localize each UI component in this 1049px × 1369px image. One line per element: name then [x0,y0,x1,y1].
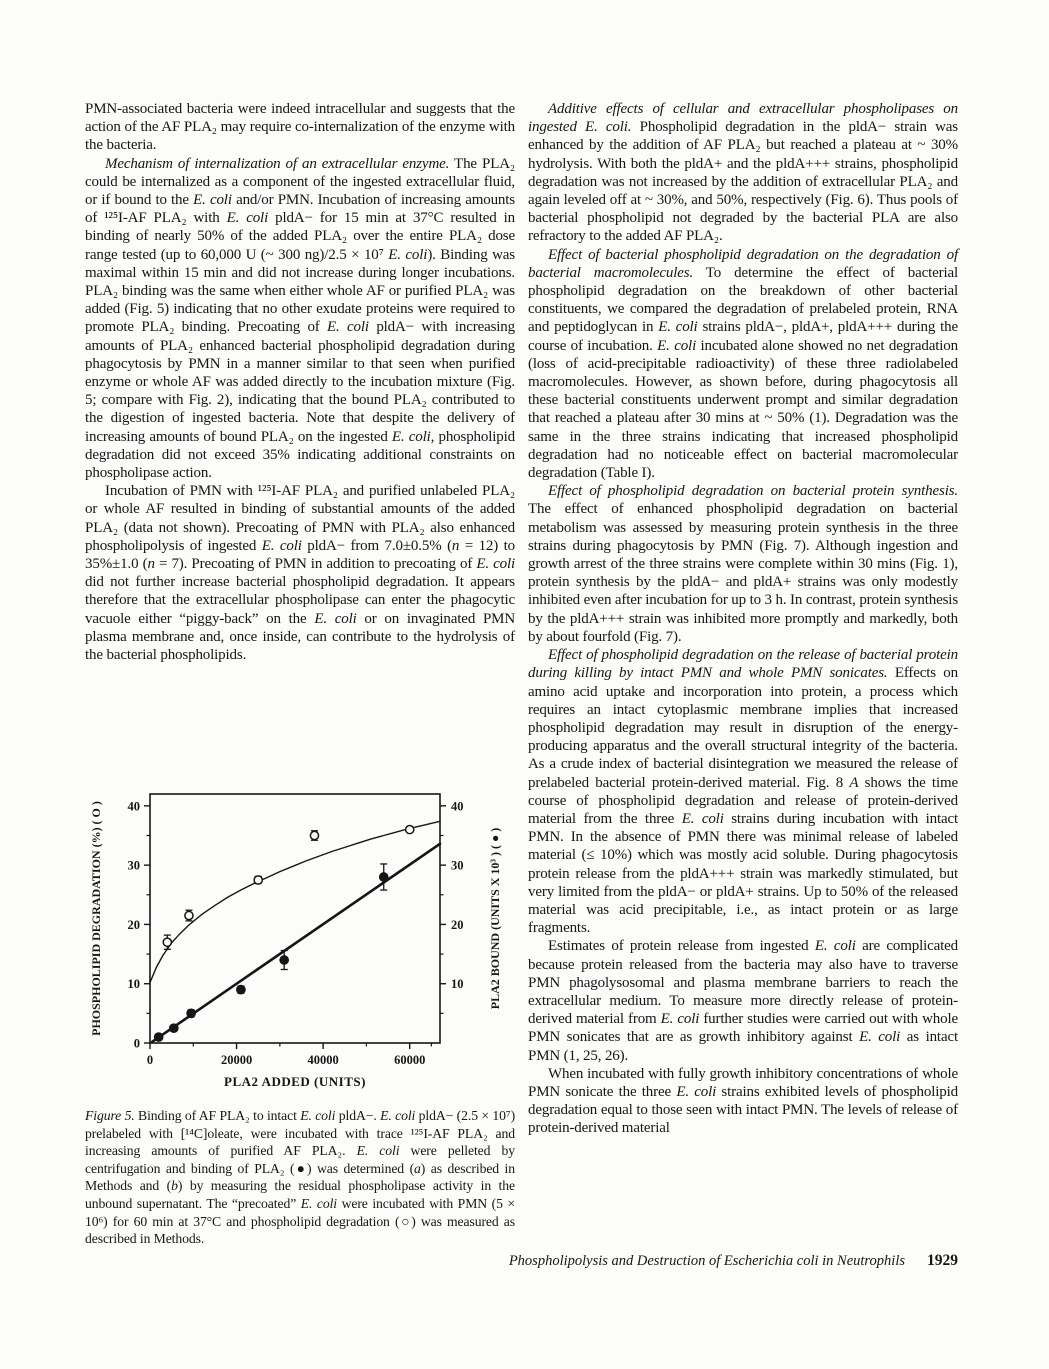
figure-5-chart [85,786,515,1098]
text-run: phospholipid degradation did not exceed 35% indicating additional constraints on phospholipase action. [85,428,516,482]
y-left-tick-label: 40 [127,799,140,814]
text-run: ). Binding was maximal within 15 min and did not increase during longer incubations. PLA₂ binding was the same when either whole AF or purified PLA₂ was added (Fig. 5) indicating that no other exudate proteins were required to promote PLA₂ binding. Precoating of [85,246,515,336]
paragraph [528,246,958,483]
data-point-open-circle [406,825,414,833]
text-run-italic: E. coli [814,938,856,955]
text-run-italic: Effect of phospholipid degradation on the release of bacterial protein during killing by intact PMN and whole PMN sonicates. [528,647,958,682]
left-column-paragraphs [85,100,515,664]
data-point-filled-circle [187,1009,195,1017]
text-run-italic: Mechanism of internalization of an extracellular enzyme. [105,155,450,172]
text-run: shows the time course of phospholipid degradation and release of protein-derived material from the three [528,774,958,827]
data-point-filled-circle [280,956,288,964]
text-run-italic: n [147,556,155,573]
right-column [528,100,958,1138]
text-run-italic: A [849,774,859,791]
text-run: = 7). Precoating of PMN in addition to precoating of [154,556,477,573]
text-run-italic: E. coli, [391,428,435,445]
x-tick-label: 40000 [307,1053,339,1067]
x-tick-label: 0 [146,1053,154,1067]
text-run-italic: Effect of phospholipid degradation on bacterial protein synthesis. [548,483,958,500]
y-right-tick-label: 10 [451,977,464,992]
text-run: pldA−. [335,1108,381,1123]
text-run: When incubated with fully growth inhibitory concentrations of whole PMN sonicate the three [528,1065,958,1100]
paragraph [528,482,958,646]
figure-5 [85,786,515,1248]
running-title [509,1253,905,1269]
text-run: = 12) to 35%±1.0 ( [85,537,515,573]
open-circle-curve [150,821,440,982]
data-point-open-circle [310,831,318,839]
text-run: strains pldA−, pldA+, pldA+++ during the course of incubation. [528,319,958,354]
text-run: Binding of AF PLA₂ to intact [134,1108,301,1123]
paragraph [528,1065,958,1138]
text-run-italic: E. coli [261,537,302,554]
text-run-italic: E. coli [380,1108,416,1123]
paragraph [85,482,515,664]
paragraph [528,646,958,937]
text-run-italic: Figure 5. [85,1108,135,1123]
y-axis-left-title: PHOSPHOLIPID DEGRADATION (%) ( O ) [89,801,103,1036]
text-run: ) as described in Methods and ( [85,1160,516,1194]
x-tick-label: 60000 [394,1053,426,1067]
paragraph [528,937,958,1064]
text-run-italic: E. coli [476,556,515,573]
data-point-open-circle [185,911,193,919]
text-run-italic: E. coli [226,210,269,227]
text-run: To determine the effect of bacterial phospholipid degradation on the breakdown of other bacterial constituents, we compared the degradation of prelabeled protein, RNA and peptidoglycan in [528,264,959,336]
text-run: strains exhibited levels of phospholipid degradation equal to those seen with intact PMN. The levels of release of protein-derived material [528,1083,959,1137]
text-run: did not further increase bacterial phospholipid degradation. It appears therefore that the extracellular phospholipase can enter the phagocytic vacuole either “piggy-back” on the [85,574,515,627]
data-point-filled-circle [170,1024,178,1032]
text-run: pldA− for 15 min at 37°C resulted in binding of nearly 50% of the added PLA₂ over the entire PLA₂ dose range tested (up to 60,000 U (~ 300 ng)/2.5 × 10⁷ [85,210,516,263]
text-run-italic: E. coli [660,1011,700,1028]
text-run-italic: E. coli [859,1029,901,1046]
text-run-italic: E. coli [676,1083,717,1100]
data-point-filled-circle [237,986,245,994]
page-footer [85,1252,958,1270]
data-point-filled-circle [155,1033,163,1041]
text-run: Incubation of PMN with ¹²⁵I-AF PLA₂ and purified unlabeled PLA₂ or whole AF resulted in binding of substantial amounts of the added PLA₂ (data not shown). Precoating of PMN with PLA₂ also enhanced phospholipolysis of ingested [85,483,515,554]
text-run-italic: E. coli [658,319,698,336]
text-run-italic: E. coli [300,1195,338,1211]
text-run: strains during incubation with intact PMN. In the absence of PMN there was minimal release of labeled material (≤ 10%) which was mostly acid soluble. During phagocytosis protein release from the pldA+++ strain was markedly stimulated, but very limited from the pldA− or pldA+ strains. Up to 50% of the released material was acid precipitable, i.e., as intact protein or as large fragments. [528,810,958,937]
data-point-open-circle [254,876,262,884]
text-run: Estimates of protein release from ingested [548,938,815,955]
data-point-open-circle [163,938,171,946]
text-run: Effects on amino acid uptake and incorporation into protein, a process which requires an intact cytoplasmic membrane implies that increased phospholipid degradation may result in disruption of the energy-producing apparatus and the overall structural integrity of the bacteria. As a crude index of bacterial disintegration we measured the release of prelabeled bacterial protein-derived material. Fig. 8 [528,665,958,791]
text-run-italic: E. coli [193,192,232,209]
y-axis-right-title: PLA2 BOUND (UNITS X 10³ ) ( ● ) [488,827,502,1010]
right-column-paragraphs [528,100,958,1138]
text-run-italic: b [171,1178,178,1194]
x-axis-title: PLA2 ADDED (UNITS) [224,1074,366,1089]
y-right-tick-label: 40 [451,799,464,814]
paragraph [85,100,515,155]
text-run: pldA− from 7.0±0.5% ( [301,537,452,554]
text-run: as intact PMN (1, 25, 26). [528,1029,958,1064]
text-run-italic: E. coli [314,610,357,627]
page-number: 1929 [927,1252,958,1269]
text-run-italic: E. coli [388,246,428,263]
text-run-italic: Phospholipolysis and Destruction of Escherichia coli in Neutrophils [508,1253,905,1269]
data-point-filled-circle [380,873,388,881]
y-left-tick-label: 0 [133,1036,140,1051]
paragraph [528,100,958,246]
text-run: PMN-associated bacteria were indeed intracellular and suggests that the action of the AF PLA₂ may require co-internalization of the enzyme with the bacteria. [85,101,515,154]
text-run: Phospholipid degradation in the pldA− strain was enhanced by the addition of AF PLA₂ but reached a plateau at ~ 30% hydrolysis. With both the pldA+ and the pldA+++ strains, phospholipid degradation was not increased by the addition of extracellular PLA₂ and again leveled off at ~ 30%, and 50%, respectively (Fig. 6). Thus pools of bacterial phospholipid not degraded by the bacterial PLA are also refractory to the added AF PLA₂. [528,119,958,245]
y-right-tick-label: 20 [451,917,464,932]
text-run-italic: n [451,537,460,554]
y-left-tick-label: 30 [127,858,140,873]
text-run: were pelleted by centrifugation and binding of PLA₂ (●) was determined ( [85,1143,516,1176]
text-run: and/or PMN. Incubation of increasing amounts of ¹²⁵I-AF PLA₂ with [85,192,515,227]
text-run: pldA− with increasing amounts of PLA₂ enhanced bacterial phospholipid degradation during phagocytosis by PMN in a manner similar to that seen when purified enzyme or whole AF was added directly to the incubation mixture (Fig. 5; compare with Fig. 2), indicating that the bound PLA₂ contributed to the digestion of ingested bacteria. Note that despite the delivery of increasing amounts of bound PLA₂ on the ingested [85,319,515,445]
text-run-italic: E. coli [300,1108,336,1123]
paragraph [85,155,515,483]
figure-5-caption [85,1107,515,1248]
text-run-italic: E. coli [327,319,369,336]
text-run-italic: E. coli [356,1143,400,1159]
text-run: or on invaginated PMN plasma membrane and, once inside, can contribute to the hydrolysis of the bacterial phospholipids. [85,610,516,664]
y-right-tick-label: 30 [451,858,464,873]
text-run: were incubated with PMN (5 × 10⁶) for 60 min at 37°C and phospholipid degradation (○) was measured as described in Methods. [85,1195,515,1247]
text-run: The PLA₂ could be internalized as a component of the ingested extracellular fluid, or if bound to the [85,155,515,209]
x-tick-label: 20000 [220,1053,253,1067]
text-run: ) by measuring the residual phospholipase activity in the unbound supernatant. The “precoated” [85,1178,515,1211]
text-run-italic: a [414,1160,421,1176]
y-left-tick-label: 10 [127,977,140,992]
text-run: further studies were carried out with whole PMN sonicates that are as growth inhibitory against [528,1011,958,1046]
left-column [85,100,515,664]
text-run: The effect of enhanced phospholipid degradation on bacterial metabolism was assessed by measuring protein synthesis in the three strains during phagocytosis by PMN (Fig. 7). Although ingestion and growth arrest of the three strains were complete within 30 mins (Fig. 1), protein synthesis by the pldA− and pldA+ strains was only modestly inhibited even after incubation for up to 3 h. In contrast, protein synthesis by the pldA+++ strain was inhibited more promptly and markedly, both by about fourfold (Fig. 7). [528,501,959,645]
text-run-italic: Additive effects of cellular and extracellular phospholipases on ingested E. coli. [528,101,958,136]
y-left-tick-label: 20 [127,917,140,932]
text-run: are complicated because protein released from the bacteria may also have to traverse PMN phagolysosomal and plasma membrane barriers to reach the extracellular medium. To measure more directly release of protein-derived material from [528,938,958,1028]
text-run-italic: Effect of bacterial phospholipid degradation on the degradation of bacterial macromolecules. [528,246,958,281]
text-run: incubated alone showed no net degradation (loss of acid-precipitable radioactivity) of these three radiolabeled macromolecules. However, as shown before, during phagocytosis all these bacterial constituents underwent prompt and similar degradation that reached a plateau after 30 mins at ~ 50% (1). Degradation was the same in the three strains indicating that increased phospholipid degradation had no noticeable effect on bacterial macromolecular degradation (Table I). [528,337,959,482]
text-run-italic: E. coli [657,337,697,354]
text-run: pldA− (2.5 × 10⁷) prelabeled with [¹⁴C]oleate, were incubated with trace ¹²⁵I-AF PLA₂ and increasing amounts of purified AF PLA₂. [85,1108,516,1159]
text-run-italic: E. coli [681,810,724,827]
